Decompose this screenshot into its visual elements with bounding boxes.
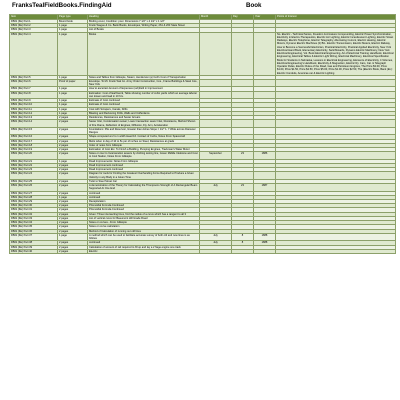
cell-heading[interactable]: Prismoidal Formula Continued [88, 204, 200, 208]
cell-page-type[interactable]: 2 pages [58, 221, 88, 225]
cell-year[interactable] [254, 91, 276, 98]
table-row[interactable] [10, 184, 396, 191]
cell-page-type[interactable]: 2 pages [58, 143, 88, 147]
cell-item[interactable]: FB#1 (file) Part 21 [10, 159, 58, 163]
cell-heading[interactable]: Notes on tour to Incarceration sewers by clothing testing line, Green Middle Clekstow and Cost to Cool Station, Notes From Gillespie [89, 152, 198, 159]
cell-item[interactable]: FB#1 (file) Part 6 [10, 79, 58, 86]
cell-heading[interactable]: Road Improvements: Notes From Gillespie [88, 159, 200, 163]
table-body [10, 20, 396, 254]
cell-item[interactable]: FB#1 (file) Part 14 [10, 120, 58, 127]
cell-heading[interactable]: Estimation: Cost of Earthwork, Table showing number of cubic yards which an average laborer can loosen and load in 10 hrs. [88, 91, 200, 98]
cell-page-type[interactable]: 1 page [58, 103, 88, 107]
cell-heading[interactable]: Estimate of Cost continued [88, 99, 200, 103]
cell-page-type[interactable]: 2 pages [58, 163, 88, 167]
cell-heading[interactable]: List of vertical curve for Beaumont Hill Grade Road [88, 216, 200, 220]
cell-page-type[interactable]: 2 pages [58, 179, 88, 183]
cell-page-type[interactable]: 1 page [58, 107, 88, 111]
cell-page-type[interactable]: 2 pages [58, 139, 88, 143]
cell-page-type[interactable]: 1 page [58, 159, 88, 163]
cell-month[interactable]: July [200, 233, 232, 240]
table-row[interactable] [10, 32, 396, 75]
cell-item[interactable]: FB#1 (file) Part 5 [10, 75, 58, 79]
cell-heading[interactable]: Road Improvement continued [88, 168, 200, 172]
cell-heading[interactable]: Notes on curves - From Gillespie [88, 221, 200, 225]
cell-month[interactable] [200, 120, 232, 127]
cell-item[interactable]: FB#1 (file) Part 11 [10, 107, 58, 111]
table-row[interactable] [10, 249, 396, 253]
cell-item[interactable]: FB#1 (file) Part 2 [10, 24, 58, 28]
cell-item[interactable]: FB#1 (file) Part 40 [10, 249, 58, 253]
cell-page-type[interactable]: 2 pages [58, 208, 88, 212]
cell-item[interactable]: FB#1 (file) Part 38 [10, 241, 58, 245]
cell-item[interactable]: FB#1 (file) Part 8 [10, 91, 58, 98]
cell-page-type[interactable]: 1 page [58, 24, 88, 28]
cell-item[interactable]: FB#1 (file) Part 36 [10, 229, 58, 233]
cell-heading[interactable]: Diagram for tools for Finding the Greatest Overhanding Force Required to Produce a Given Velocity in any Body in a Given Time [88, 172, 200, 179]
cell-month[interactable]: July [200, 184, 232, 191]
cell-year[interactable] [254, 249, 276, 253]
cell-item[interactable]: FB#1 (file) Part 22 [10, 163, 58, 167]
cell-day[interactable] [232, 249, 254, 253]
cell-page-type[interactable]: 1 page [58, 99, 88, 103]
column-header-month[interactable]: Month [200, 15, 232, 20]
cell-month[interactable] [200, 127, 232, 134]
cell-heading[interactable]: Notes and Tables from Gillespie, Stearn, Henderson (a) Cell's Cost of Transportation [88, 75, 200, 79]
cell-points-of-interest[interactable] [276, 152, 396, 159]
cell-year[interactable] [254, 120, 276, 127]
cell-heading[interactable]: Foundations: Pile and Reservoir, Greater than Ashes Slope = 1/2" 1. 7 Wide across Diameter Ranges [88, 127, 200, 134]
cell-item[interactable]: FB#1 (file) Part 34 [10, 221, 58, 225]
cell-item[interactable]: FB#1 (file) Part 17 [10, 139, 58, 143]
cell-heading[interactable]: continued [88, 241, 200, 245]
cell-item[interactable]: FB#1 (file) Part 32 [10, 212, 58, 216]
cell-heading[interactable]: Notes on curve calculation [88, 225, 200, 229]
cell-item[interactable]: FB#1 (file) Part 25 [10, 179, 58, 183]
column-header-points-of-interest[interactable]: Points of Interest [276, 15, 396, 20]
cell-heading[interactable]: Index of notes from Gillespie [88, 143, 200, 147]
table-row[interactable] [10, 172, 396, 179]
column-header-item[interactable]: Item [10, 15, 58, 20]
cell-page-type[interactable]: 2 pages [58, 241, 88, 245]
cell-page-type[interactable]: 1 page [58, 233, 88, 240]
cell-points-of-interest[interactable] [276, 79, 396, 86]
cell-page-type[interactable]: 2 pages [58, 229, 88, 233]
cell-page-type[interactable]: 2 pages [58, 172, 88, 179]
cell-page-type[interactable]: 2 pages [58, 116, 88, 120]
cell-heading[interactable]: Envelope. To Mr. Frank Teal Co. Army Order Construction, Cos., Frame Buildings & Steel Cos., New York [89, 79, 198, 87]
cell-item[interactable]: FB#1 (file) Part 20 [10, 152, 58, 159]
cell-item[interactable]: FB#1 (file) Part 3 [10, 28, 58, 32]
table-row[interactable] [10, 127, 396, 134]
cell-day[interactable] [232, 172, 254, 179]
book-title: Book [246, 2, 262, 9]
cell-heading[interactable]: Estimate of Cost continued [88, 103, 200, 107]
cell-day[interactable] [232, 32, 254, 75]
cell-item[interactable]: FB#1 (file) Part 18 [10, 143, 58, 147]
cell-heading[interactable]: Recapitulation [88, 200, 200, 204]
cell-heading[interactable]: Cost with Scrapers, Canals, Drills [88, 107, 200, 111]
cell-heading[interactable]: Prismoidal Formula Continued [88, 208, 200, 212]
cell-item[interactable]: FB#1 (file) Part 26 [10, 184, 58, 191]
table-row[interactable] [10, 152, 396, 159]
cell-heading[interactable]: A method which can be used to facilitate accurate survey of both old and new lines is as follows [88, 233, 200, 240]
cell-item[interactable]: FB#1 (file) Part 4 [10, 32, 58, 75]
cell-heading[interactable]: Road Improvement continued [88, 163, 200, 167]
cell-page-type[interactable]: 2 pages [58, 147, 88, 151]
title-row [0, 0, 400, 12]
cell-page-type[interactable]: 1 page [58, 195, 88, 199]
cell-heading[interactable]: Residences, Resistances and Sewer Arrears [88, 116, 200, 120]
cell-item[interactable]: FB#1 (file) Part 39 [10, 245, 58, 249]
cell-item[interactable]: FB#1 (file) Part 12 [10, 111, 58, 115]
cell-heading[interactable]: Sewer Inlet, Condensation sewer; Lower transaction sewer Inlet, Resistance, Method Shown of Fire Flame, Deflection of Engines, Diffusion, Fly, Arm, Acceleration [88, 120, 200, 127]
cell-day[interactable]: 8 [232, 241, 254, 245]
cell-page-type[interactable]: 2 pages [58, 191, 88, 195]
cell-points-of-interest[interactable]: No. Electric - Technical Series, Freedom & Armature Compounding, Electric Power Synchronization, Electricity in Electro-Therapeutics, Electric Arc Lighting, Electric Incandescent Lighting, Electric Street Railways, Electric Telephone, Electric Telegraphy, Alternating Current, Electric Heating, Electric Motors, Dynamo Electric Machines (2) B/L. Electric Transmission, Electric Meters, Electric Railway, How to Become a Successful Electrician, Practical Electricity, Practical Applied Electricity, New York Electrical Hand Book, Elementary Electricity, Switchboards, Dynamo Electric Machinery, New York Electrical Engineering, Vol. Book Electrical Engineering, Art of Electrical Training Handbook, Electrical Engineering, Electrical Tables & Electric Light Wiring, Electrical Machinery, Electrical Specification Book for Students in Nebraska, Lessons in Electrical Engineering, Elements of Electricity, 4 Volumes, Electrical Engineering's Handbook, Electricity & Magnetism, Electric Ry. Cars, Cat. & Telegraph Operator Rules, Electric Rules of the Road, Gas and Petroleum Engines, The Price $3.00, Price $1.00, Price $1.50, Price $2.50, Price $5.00, Price $1.00, Price $2.50, The (Electric Book, Bank (Ex): Electric Conduits, Americas car & Electric Lighting [277, 32, 394, 75]
cell-page-type[interactable]: 2 pages [58, 168, 88, 172]
cell-month[interactable]: September [200, 152, 232, 159]
cell-page-type[interactable]: 1 page [58, 87, 88, 91]
cell-page-type[interactable]: 2 pages [58, 212, 88, 216]
cell-heading[interactable]: Calculation of amount of rail required to fill up and lay a 2 ftage engine one track [88, 245, 200, 249]
cell-year[interactable]: 1888 [254, 241, 276, 245]
cell-heading[interactable]: continued [88, 195, 200, 199]
cell-day[interactable]: 23 [232, 184, 254, 191]
cell-day[interactable]: 23 [232, 152, 254, 159]
cell-item[interactable]: FB#1 (file) Part 29 [10, 200, 58, 204]
table-row[interactable] [10, 120, 396, 127]
cell-page-type[interactable]: 2 pages [58, 204, 88, 208]
table-row[interactable] [10, 79, 396, 86]
cell-day[interactable] [232, 127, 254, 134]
cell-page-type[interactable]: 1 page [58, 28, 88, 32]
cell-day[interactable] [232, 79, 254, 86]
cell-year[interactable] [254, 127, 276, 134]
cell-points-of-interest[interactable] [276, 249, 396, 253]
cell-day[interactable] [232, 120, 254, 127]
cell-year[interactable] [254, 79, 276, 86]
cell-points-of-interest[interactable] [276, 127, 396, 134]
cell-heading[interactable]: A demonstration of the Theory for Calculating the Thompsons Strength of A Rectangular Beam Supported At One End [88, 184, 200, 191]
cell-year[interactable]: 1886 [254, 152, 276, 159]
cell-item[interactable]: FB#1 (file) Part 1 [10, 20, 58, 24]
cell-month[interactable] [200, 32, 232, 75]
cell-heading[interactable]: Frank Teague & Co. Bank Books, Envelopes, Writing Paper, 261 & 263 State Street [88, 24, 200, 28]
cell-item[interactable]: FB#1 (file) Part 7 [10, 87, 58, 91]
column-header-heading[interactable]: Heading [88, 15, 200, 20]
cell-heading[interactable]: Estimation of Cost Etc. To Finish a Building, Pumping Engines, Trackman's Water Motor [88, 147, 200, 151]
cell-page-type[interactable]: Proof of paper [58, 79, 88, 86]
cell-heading[interactable]: List of Books [88, 28, 200, 32]
cell-month[interactable]: July [200, 241, 232, 245]
cell-points-of-interest[interactable] [276, 120, 396, 127]
column-header-day[interactable]: Day [232, 15, 254, 20]
cell-item[interactable]: FB#1 (file) Part 19 [10, 147, 58, 151]
cell-day[interactable]: 8 [232, 233, 254, 240]
cell-page-type[interactable]: 2 pages [58, 216, 88, 220]
cell-item[interactable]: FB#1 (file) Part 33 [10, 216, 58, 220]
cell-year[interactable]: 1888 [254, 233, 276, 240]
cell-item[interactable]: FB#1 (file) Part 27 [10, 191, 58, 195]
cell-item[interactable]: FB#1 (file) Part 28 [10, 195, 58, 199]
cell-item[interactable]: FB#1 (file) Part 30 [10, 204, 58, 208]
cell-heading[interactable]: continued [88, 191, 200, 195]
cell-day[interactable] [232, 91, 254, 98]
cell-points-of-interest[interactable] [276, 184, 396, 191]
cell-month[interactable] [200, 249, 232, 253]
cell-item[interactable]: FB#1 (file) Part 35 [10, 225, 58, 229]
cell-item[interactable]: FB#1 (file) Part 37 [10, 233, 58, 240]
table-row[interactable] [10, 233, 396, 240]
cell-page-type[interactable]: 2 pages [58, 225, 88, 229]
cell-page-type[interactable]: 2 pages [58, 127, 88, 134]
cell-page-type[interactable]: Bound book [58, 20, 88, 24]
cell-heading[interactable]: Twist to Steel Street Car [88, 179, 200, 183]
cell-month[interactable] [200, 79, 232, 86]
cell-item[interactable]: FB#1 (file) Part 23 [10, 168, 58, 172]
cell-year[interactable] [254, 172, 276, 179]
cell-page-type[interactable]: 2 pages [58, 152, 88, 159]
cell-heading[interactable]: Electric [88, 249, 200, 253]
cell-points-of-interest[interactable] [276, 233, 396, 240]
finding-aid-table [9, 14, 396, 254]
cell-item[interactable]: FB#1 (file) Part 15 [10, 127, 58, 134]
cell-page-type[interactable]: 1 page [58, 75, 88, 79]
cell-heading[interactable]: Melts when in day of 10 to 5s per of inches on Steel, Resistances at grade [88, 139, 200, 143]
cell-points-of-interest[interactable] [276, 91, 396, 98]
cell-points-of-interest[interactable] [276, 172, 396, 179]
cell-page-type[interactable]: 1 page [58, 32, 88, 75]
cell-page-type[interactable]: 2 pages [58, 135, 88, 139]
cell-item[interactable]: FB#1 (file) Part 13 [10, 116, 58, 120]
cell-heading[interactable]: Method of Calculation of running out old lines [88, 229, 200, 233]
cell-year[interactable] [254, 32, 276, 75]
sheet-title: FranksTealFieldBooks.FindingAid [12, 2, 112, 9]
cell-page-type[interactable]: 1 page [58, 111, 88, 115]
cell-item[interactable]: FB#1 (file) Part 9 [10, 99, 58, 103]
cell-heading[interactable]: How to ascertain Amount of Expenses (sub)field in Improvement [88, 87, 200, 91]
cell-page-type[interactable]: 2 pages [58, 120, 88, 127]
cell-item[interactable]: FB#1 (file) Part 24 [10, 172, 58, 179]
column-header-year[interactable]: Year [254, 15, 276, 20]
cell-heading[interactable]: Shape computed at 2 to 1 width Head 1ft. Contact of Curbs, Notes From Spacecraft [88, 135, 200, 139]
cell-item[interactable]: FB#1 (file) Part 10 [10, 103, 58, 107]
cell-month[interactable] [200, 172, 232, 179]
cell-page-type[interactable]: 2 pages [58, 245, 88, 249]
cell-year[interactable]: 1887 [254, 184, 276, 191]
cell-heading[interactable]: Books [88, 32, 200, 75]
cell-page-type[interactable]: 2 pages [58, 200, 88, 204]
cell-item[interactable]: FB#1 (file) Part 31 [10, 208, 58, 212]
cell-page-type[interactable]: 2 pages [58, 184, 88, 191]
cell-month[interactable] [200, 91, 232, 98]
cell-heading[interactable]: Binding cover, Condition: poor. Dimensions 7 1/2" x 4 1/2" x 1 1/2" [88, 20, 200, 24]
cell-heading[interactable]: Blasting and Reckoning Drills, Walls and Cofferdams [88, 111, 200, 115]
column-header-page-type[interactable]: Page type [58, 15, 88, 20]
cell-page-type[interactable]: 2 pages [58, 249, 88, 253]
table-row[interactable] [10, 91, 396, 98]
cell-heading[interactable]: Given: Three intersecting lines, find the radius of a curve which has a tangent to all 3 [88, 212, 200, 216]
cell-page-type[interactable]: 1 page [58, 91, 88, 98]
cell-item[interactable]: FB#1 (file) Part 16 [10, 135, 58, 139]
